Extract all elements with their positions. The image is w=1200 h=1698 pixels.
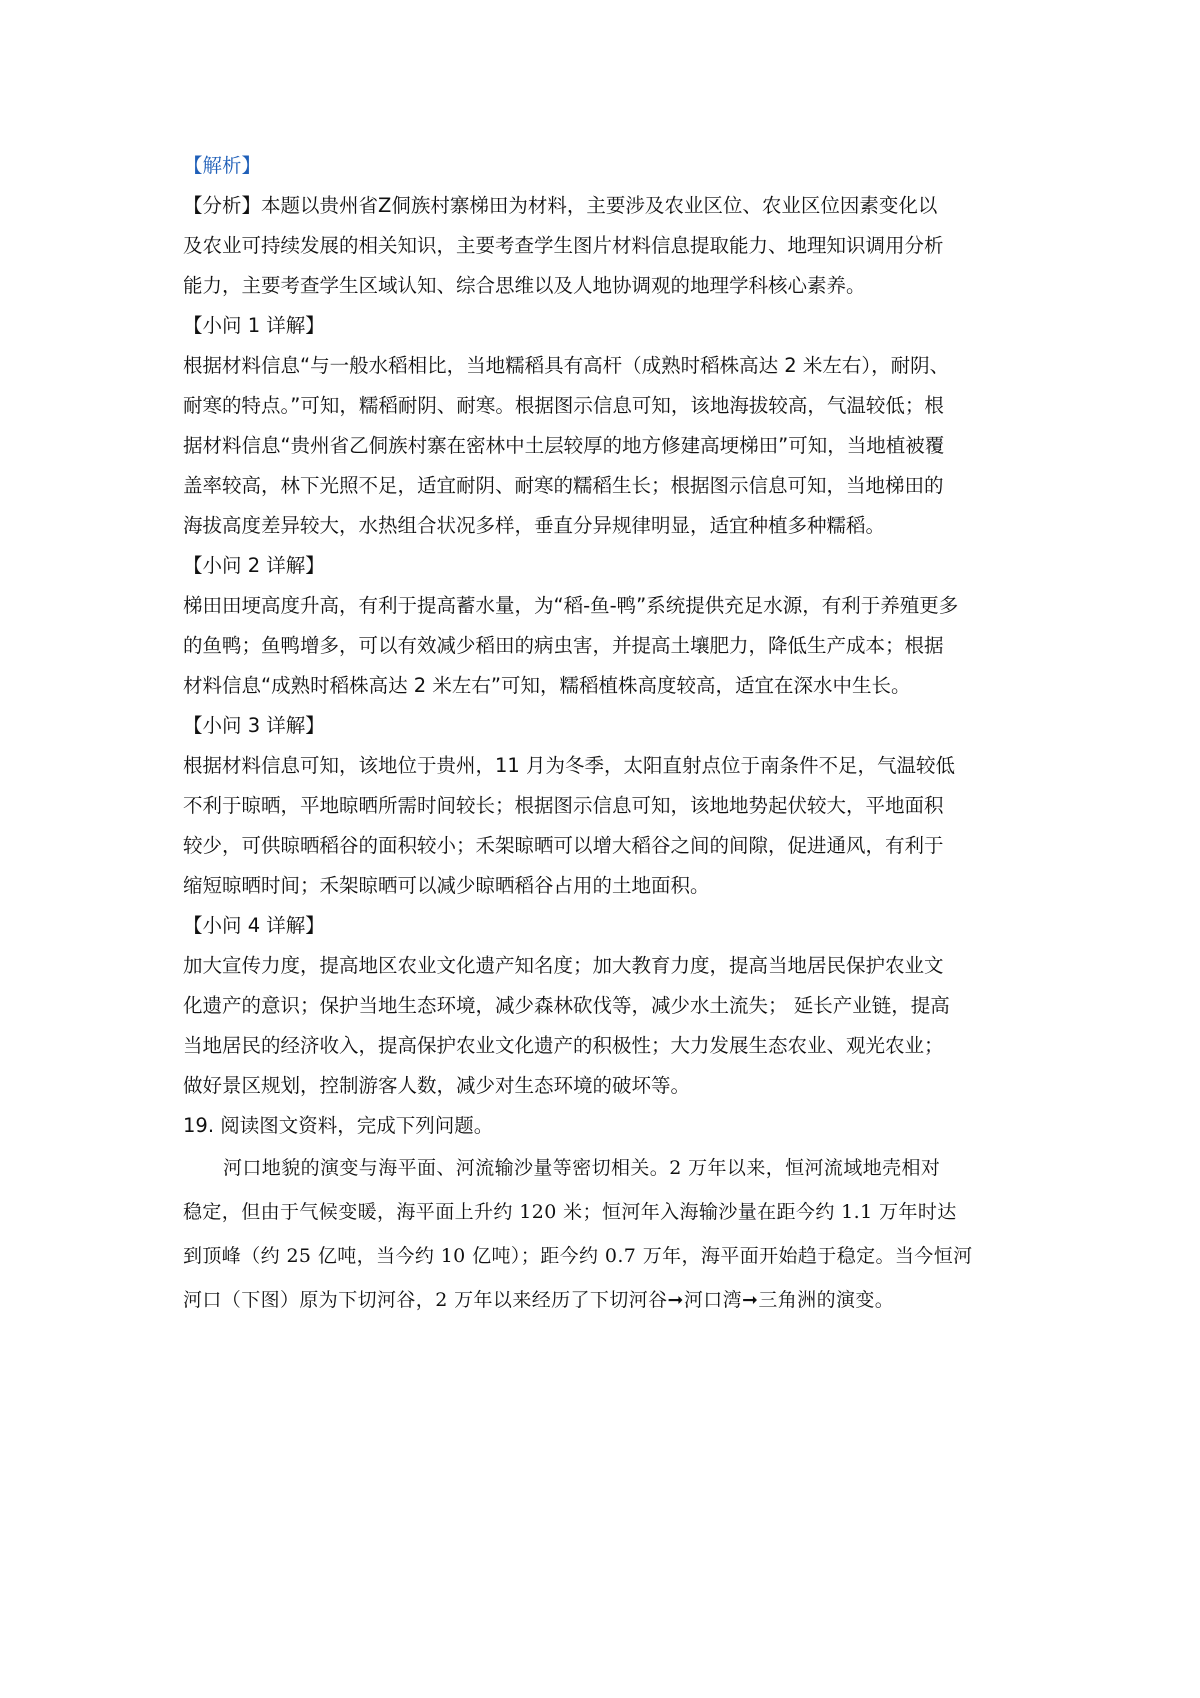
material-line: 到顶峰（约 25 亿吨，当今约 10 亿吨）；距今约 0.7 万年，海平面开始趋于稳定。当今恒河	[183, 1245, 973, 1267]
section-heading: 【小问 1 详解】	[183, 314, 325, 337]
section-q2	[183, 546, 1023, 706]
section-line: 材料信息“成熟时稻株高达 2 米左右”可知，糯稻植株高度较高，适宜在深水中生长。	[183, 674, 911, 697]
section-heading: 【小问 3 详解】	[183, 714, 325, 737]
section-line: 当地居民的经济收入，提高保护农业文化遗产的积极性；大力发展生态农业、观光农业；	[183, 1034, 944, 1057]
section-line: 缩短晾晒时间；禾架晾晒可以减少晾晒稻谷占用的土地面积。	[183, 874, 710, 897]
section-line: 根据材料信息可知，该地位于贵州，11 月为冬季，太阳直射点位于南条件不足，气温较低	[183, 754, 956, 777]
section-line: 据材料信息“贵州省乙侗族村寨在密林中土层较厚的地方修建高埂梯田”可知，当地植被覆	[183, 434, 945, 457]
material-line: 河口地貌的演变与海平面、河流输沙量等密切相关。2 万年以来，恒河流域地壳相对	[223, 1157, 941, 1179]
section-line: 耐寒的特点。”可知，糯稻耐阴、耐寒。根据图示信息可知，该地海拔较高，气温较低；根	[183, 394, 944, 417]
analysis-line: 能力，主要考查学生区域认知、综合思维以及人地协调观的地理学科核心素养。	[183, 274, 866, 297]
section-line: 加大宣传力度，提高地区农业文化遗产知名度；加大教育力度，提高当地居民保护农业文	[183, 954, 944, 977]
section-line: 化遗产的意识；保护当地生态环境，减少森林砍伐等，减少水土流失； 延长产业链，提高	[183, 994, 950, 1017]
material-line: 河口（下图）原为下切河谷，2 万年以来经历了下切河谷➞河口湾➞三角洲的演变。	[183, 1289, 895, 1311]
analysis-line: 【分析】本题以贵州省Z侗族村寨梯田为材料，主要涉及农业区位、农业区位因素变化以	[183, 194, 938, 217]
section-heading: 【小问 4 详解】	[183, 914, 325, 937]
document-content	[183, 146, 1023, 1322]
section-q4	[183, 906, 1023, 1106]
section-line: 不利于晾晒，平地晾晒所需时间较长；根据图示信息可知，该地地势起伏较大，平地面积	[183, 794, 944, 817]
analysis-line: 及农业可持续发展的相关知识，主要考查学生图片材料信息提取能力、地理知识调用分析	[183, 234, 944, 257]
section-line: 梯田田埂高度升高，有利于提高蓄水量，为“稻-鱼-鸭”系统提供充足水源，有利于养殖更多	[183, 594, 959, 617]
answer-analysis-label: 【解析】	[183, 154, 262, 177]
question-19	[183, 1106, 1023, 1322]
section-q1	[183, 306, 1023, 546]
section-line: 海拔高度差异较大，水热组合状况多样，垂直分异规律明显，适宜种植多种糯稻。	[183, 514, 886, 537]
analysis-block	[183, 186, 1023, 306]
section-line: 做好景区规划，控制游客人数，减少对生态环境的破坏等。	[183, 1074, 691, 1097]
section-line: 的鱼鸭；鱼鸭增多，可以有效减少稻田的病虫害，并提高土壤肥力，降低生产成本；根据	[183, 634, 944, 657]
section-q3	[183, 706, 1023, 906]
section-line: 根据材料信息“与一般水稻相比，当地糯稻具有高杆（成熟时稻株高达 2 米左右），耐阴、	[183, 354, 950, 377]
section-line: 较少，可供晾晒稻谷的面积较小；禾架晾晒可以增大稻谷之间的间隙，促进通风，有利于	[183, 834, 944, 857]
material-line: 稳定，但由于气候变暖，海平面上升约 120 米；恒河年入海输沙量在距今约 1.1 万年时达	[183, 1201, 957, 1223]
question-title: 19. 阅读图文资料，完成下列问题。	[183, 1114, 494, 1137]
section-heading: 【小问 2 详解】	[183, 554, 325, 577]
section-line: 盖率较高，林下光照不足，适宜耐阴、耐寒的糯稻生长；根据图示信息可知，当地梯田的	[183, 474, 944, 497]
